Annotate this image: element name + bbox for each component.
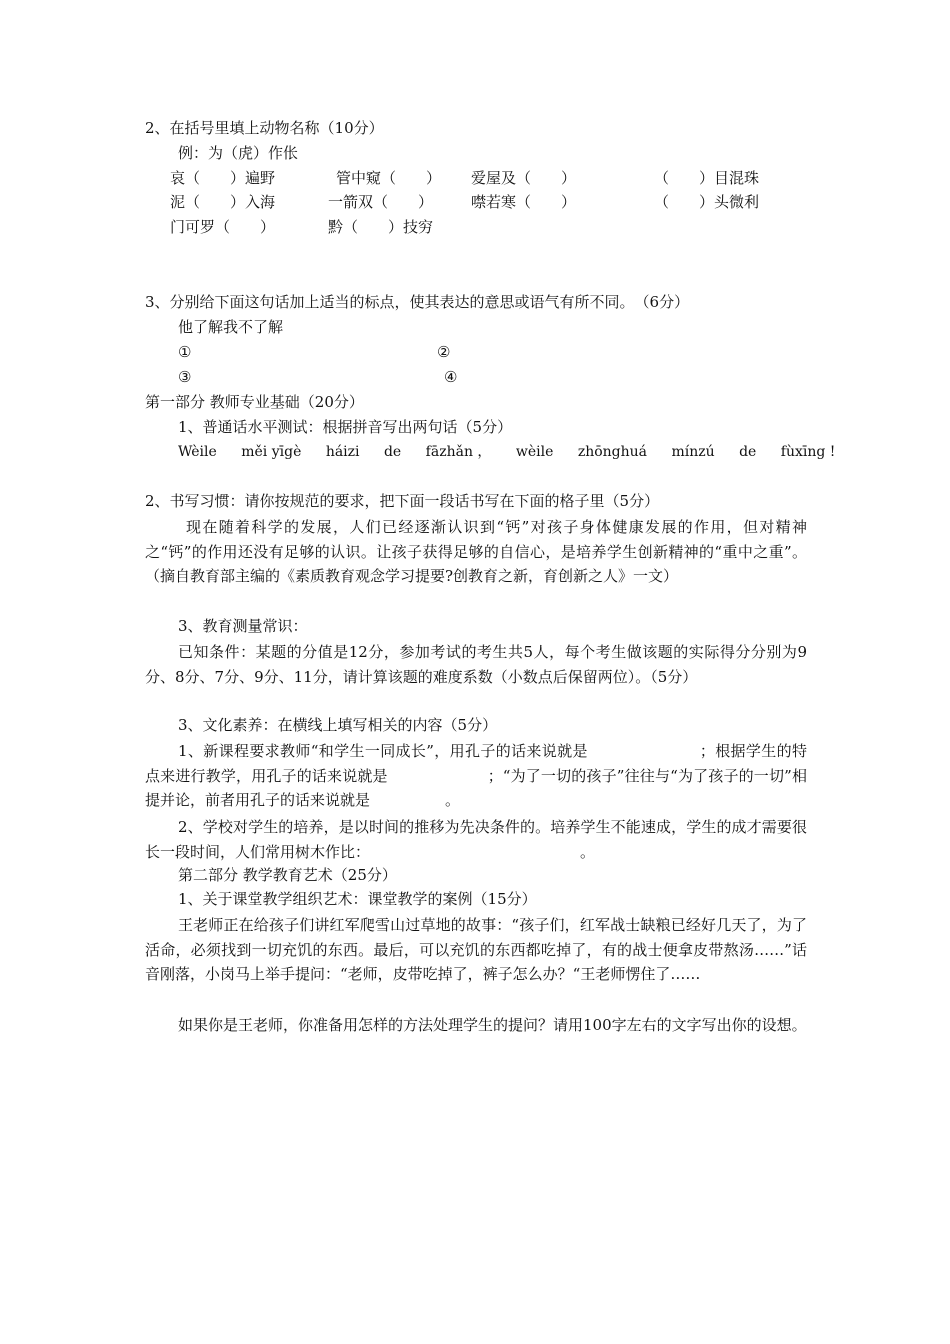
part1-q4-item2 [145, 815, 807, 864]
pinyin-word: de [383, 444, 402, 460]
pinyin-word: zhōnghuá [577, 444, 648, 460]
idiom-cell: 黔（ ）技穷 [328, 218, 434, 236]
part1-q3-text: 已知条件：某题的分值是12分，参加考试的考生共5人，每个考生做该题的实际得分分别为9分、8分、7分、9分、11分，请计算该题的难度系数（小数点后保留两位）。（5分） [145, 643, 807, 686]
idiom-cell: 哀（ ）遍野 [170, 169, 276, 187]
q4-item1-part-b: ；根据学生的特点来进行教学，用孔子的话来说就是 [145, 742, 807, 785]
pinyin-word: fùxīng ! [780, 444, 836, 460]
idiom-cell: 泥（ ）入海 [170, 193, 276, 211]
pinyin-word: fāzhǎn ， [425, 444, 492, 460]
idiom-cell: 门可罗（ ） [170, 218, 276, 236]
pinyin-word: měi yīgè [241, 444, 302, 460]
part2-heading: 第二部分 教学教育艺术（25分） [178, 866, 397, 884]
q4-item1-end: 。 [445, 791, 461, 809]
part2-prompt: 如果你是王老师，你准备用怎样的方法处理学生的提问？请用100字左右的文字写出你的设想。 [178, 1016, 807, 1034]
pinyin-word: Wèile [178, 444, 217, 460]
idiom-cell: 爱屋及（ ） [471, 169, 577, 187]
part1-q3-title: 3、教育测量常识： [178, 617, 308, 635]
pinyin-word: de [739, 444, 757, 460]
part1-q2-text: 现在随着科学的发展，人们已经逐渐认识到“钙”对孩子身体健康发展的作用，但对精神之“钙”的作用还没有足够的认识。让孩子获得足够的自信心，是培养学生创新精神的“重中之重”。（摘自教育部主编的《素质教育观念学习提要?创教育之新，育创新之人》一文） [145, 518, 807, 585]
idiom-cell: （ ）头微利 [654, 193, 760, 211]
part2-story: 王老师正在给孩子们讲红军爬雪山过草地的故事：“孩子们，红军战士缺粮已经好几天了，为了活命，必须找到一切充饥的东西。最后，可以充饥的东西都吃掉了，有的战士便拿皮带熬汤……”话音刚落，小岗马上举手提问：“老师，皮带吃掉了，裤子怎么办？“王老师愣住了…… [145, 916, 807, 983]
part1-q4-title: 3、文化素养：在横线上填写相关的内容（5分） [178, 716, 498, 734]
q4-item1-part-a: 1、新课程要求教师“和学生一同成长”，用孔子的话来说就是 [178, 742, 588, 760]
part2-q1-title: 1、关于课堂教学组织艺术：课堂教学的案例（15分） [178, 890, 537, 908]
q4-item2-end: 。 [580, 842, 596, 861]
idiom-cell: 一箭双（ ） [328, 193, 434, 211]
part1-q2-title: 2、书写习惯：请你按规范的要求，把下面一段话书写在下面的格子里（5分） [145, 492, 660, 510]
q3-title: 3、分别给下面这句话加上适当的标点，使其表达的意思或语气有所不同。 （6分） [145, 293, 690, 311]
pinyin-word: mínzú [671, 444, 715, 460]
q4-item2-part-a: 2、学校对学生的培养，是以时间的推移为先决条件的。培养学生不能速成，学生的成才需要很长一段时间，人们常用树木作比： [145, 818, 807, 861]
pinyin-word: wèile [515, 444, 554, 460]
pinyin-word: háizi [325, 444, 360, 460]
idiom-cell: （ ）目混珠 [654, 169, 760, 187]
answer-mark: ③ [178, 368, 192, 386]
idiom-cell: 管中窥（ ） [336, 169, 442, 187]
part1-heading: 第一部分 教师专业基础（20分） [145, 393, 364, 411]
pinyin-line [178, 442, 855, 462]
answer-mark: ① [178, 343, 192, 361]
q4-item1-part-c: ；“为了一切的孩子”往往与“为了孩子的一切”相提并论，前者用孔子的话来说就是 [145, 766, 807, 809]
answer-mark: ② [437, 343, 451, 361]
q2-title: 2、在括号里填上动物名称（10分） [145, 119, 384, 137]
part1-q4-item1 [145, 739, 807, 813]
q3-sentence: 他了解我不了解 [178, 318, 284, 336]
q2-example: 例：为（虎）作伥 [178, 144, 299, 162]
answer-mark: ④ [444, 368, 458, 386]
idiom-cell: 噤若寒（ ） [471, 193, 577, 211]
part1-q1-title: 1、普通话水平测试：根据拼音写出两句话（5分） [178, 418, 513, 436]
